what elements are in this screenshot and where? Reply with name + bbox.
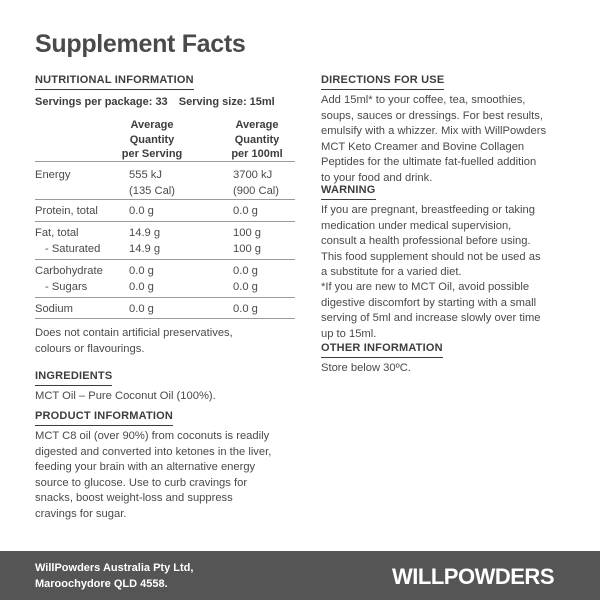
servings-line xyxy=(35,96,283,108)
text-line: to your food and drink. xyxy=(321,171,433,184)
warning-note xyxy=(321,280,541,342)
directions-heading: DIRECTIONS FOR USE xyxy=(321,74,444,90)
row-value-serving: (135 Cal) xyxy=(129,185,176,197)
other-info-text: Store below 30ºC. xyxy=(321,362,411,374)
column-header-line: per 100ml xyxy=(231,148,283,160)
row-label: - Sugars xyxy=(45,281,88,293)
text-line: MCT Keto Creamer and Bovine Collagen xyxy=(321,140,525,153)
column-header-line: Quantity xyxy=(129,133,175,146)
row-label: Protein, total xyxy=(35,205,98,217)
warning-heading: WARNING xyxy=(321,184,376,200)
text-line: If you are pregnant, breastfeeding or taking xyxy=(321,204,535,216)
row-label: - Saturated xyxy=(45,243,101,255)
text-line: medication under medical supervision, xyxy=(321,219,512,232)
table-row-fat xyxy=(35,221,295,259)
text-line: soups, sauces or dressings. For best results, xyxy=(321,109,543,122)
row-value-serving: 0.0 g xyxy=(129,205,154,217)
text-line: digested and converted into ketones in the liver, xyxy=(35,445,272,458)
text-line: Peptides for the ultimate fat-fuelled addition xyxy=(321,156,537,169)
row-value-100ml: 0.0 g xyxy=(233,281,258,293)
text-line: a substitute for a varied diet. xyxy=(321,266,462,279)
text-line: cravings for sugar. xyxy=(35,507,127,520)
text-line: Add 15ml* to your coffee, tea, smoothies, xyxy=(321,94,526,106)
other-info-heading: OTHER INFORMATION xyxy=(321,342,443,358)
text-line: digestive discomfort by starting with a small xyxy=(321,296,537,309)
row-value-serving: 555 kJ xyxy=(129,169,162,181)
table-row-sodium xyxy=(35,297,295,319)
page-title: Supplement Facts xyxy=(35,30,246,58)
row-label: Fat, total xyxy=(35,227,79,239)
row-value-100ml: 3700 kJ xyxy=(233,169,273,181)
row-value-100ml: 100 g xyxy=(233,227,261,239)
row-value-serving: 0.0 g xyxy=(129,303,154,315)
product-info-heading: PRODUCT INFORMATION xyxy=(35,410,173,426)
table-row-protein xyxy=(35,199,295,221)
row-value-serving: 0.0 g xyxy=(129,265,154,277)
row-value-serving: 0.0 g xyxy=(129,281,154,293)
row-value-100ml: 0.0 g xyxy=(233,265,258,277)
text-line: serving of 5ml and increase slowly over time xyxy=(321,312,541,325)
table-row-energy xyxy=(35,161,295,199)
table-row-carbohydrate xyxy=(35,259,295,297)
column-header-per-serving xyxy=(112,118,192,162)
text-line: consult a health professional before using. xyxy=(321,235,531,248)
nutrition-note xyxy=(35,326,233,357)
text-line: snacks, boost weight-loss and suppress xyxy=(35,492,233,505)
nutrition-heading: NUTRITIONAL INFORMATION xyxy=(35,74,194,90)
column-header-line: Average xyxy=(235,119,279,131)
warning-text xyxy=(321,203,541,281)
row-value-100ml: 0.0 g xyxy=(233,205,258,217)
row-label: Carbohydrate xyxy=(35,265,103,277)
logo-text: WILLP xyxy=(392,564,458,589)
ingredients-text: MCT Oil – Pure Coconut Oil (100%). xyxy=(35,390,216,402)
note-line: colours or flavourings. xyxy=(35,342,145,355)
servings-per-package: Servings per package: 33 xyxy=(35,96,168,108)
serving-size: Serving size: 15ml xyxy=(178,96,275,108)
row-value-100ml: (900 Cal) xyxy=(233,185,280,197)
text-line: feeding your brain with an alternative energy xyxy=(35,461,256,474)
row-value-serving: 14.9 g xyxy=(129,227,161,239)
column-header-line: per Serving xyxy=(121,148,183,160)
row-label: Energy xyxy=(35,169,71,181)
column-header-per-100ml xyxy=(217,118,297,162)
company-name: WillPowders Australia Pty Ltd, xyxy=(35,562,194,574)
footer-bar xyxy=(0,551,600,600)
table-bottom-rule xyxy=(35,318,295,319)
column-header-line: Average xyxy=(130,119,174,131)
logo-o-palm-icon: O xyxy=(457,564,475,589)
text-line: source to glucose. Use to curb cravings for xyxy=(35,476,248,489)
text-line: up to 15ml. xyxy=(321,327,377,340)
brand-logo xyxy=(392,564,554,590)
directions-text xyxy=(321,93,546,187)
row-value-serving: 14.9 g xyxy=(129,243,161,255)
note-line: Does not contain artificial preservatives, xyxy=(35,327,233,339)
text-line: MCT C8 oil (over 90%) from coconuts is readily xyxy=(35,430,270,442)
text-line: emulsify with a whizzer. Mix with WillPowders xyxy=(321,125,547,138)
row-value-100ml: 0.0 g xyxy=(233,303,258,315)
row-label: Sodium xyxy=(35,303,73,315)
company-address xyxy=(35,560,193,592)
row-value-100ml: 100 g xyxy=(233,243,261,255)
column-header-line: Quantity xyxy=(234,133,280,146)
text-line: *If you are new to MCT Oil, avoid possible xyxy=(321,281,530,293)
product-info-text xyxy=(35,429,271,523)
ingredients-heading: INGREDIENTS xyxy=(35,370,112,386)
company-location: Maroochydore QLD 4558. xyxy=(35,578,168,590)
logo-text: WDERS xyxy=(474,564,554,589)
text-line: This food supplement should not be used as xyxy=(321,250,541,263)
